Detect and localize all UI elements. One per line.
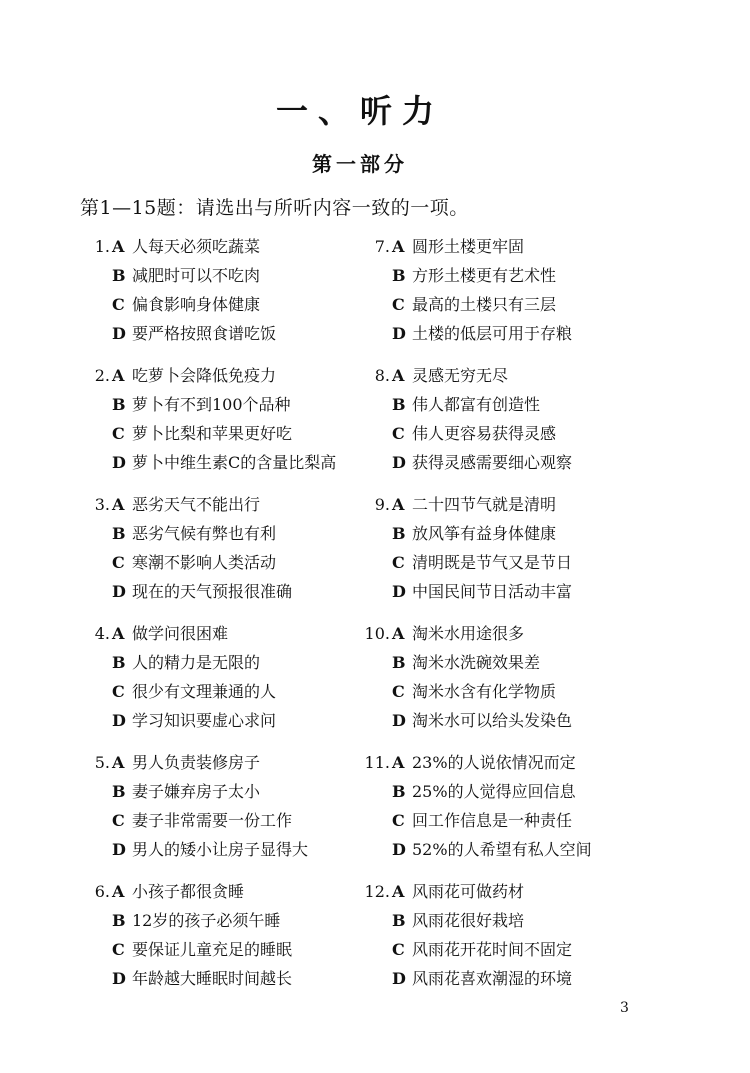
option-text: 25%的人觉得应回信息	[412, 782, 576, 801]
option-text: 圆形土楼更牢固	[412, 237, 525, 256]
question-number: 6.	[94, 882, 110, 901]
option-letter: B	[112, 653, 126, 672]
option-letter: C	[112, 295, 125, 314]
option-letter: C	[112, 553, 125, 572]
option-letter: A	[112, 753, 125, 772]
question-number: 1.	[94, 237, 110, 256]
option-text: 要保证儿童充足的睡眠	[132, 940, 293, 959]
option-text: 很少有文理兼通的人	[132, 682, 277, 701]
option-text: 23%的人说依情况而定	[412, 753, 576, 772]
option-letter: B	[392, 266, 406, 285]
option-text: 淘米水洗碗效果差	[412, 653, 541, 672]
option-letter: D	[392, 840, 406, 859]
option-letter: A	[392, 624, 405, 643]
option-text: 伟人更容易获得灵感	[412, 424, 557, 443]
part-title: 第一部分	[312, 152, 408, 176]
question-number: 10.	[364, 624, 390, 643]
option-letter: C	[392, 295, 405, 314]
option-text: 风雨花可做药材	[412, 882, 525, 901]
option-letter: A	[112, 624, 125, 643]
option-text: 淘米水含有化学物质	[412, 682, 557, 701]
question-number: 4.	[94, 624, 110, 643]
option-letter: D	[112, 324, 126, 343]
option-letter: B	[112, 911, 126, 930]
instruction-text: 第1—15题：请选出与所听内容一致的一项。	[80, 197, 469, 219]
option-letter: A	[392, 237, 405, 256]
option-letter: A	[392, 753, 405, 772]
option-letter: C	[392, 553, 405, 572]
option-letter: B	[112, 524, 126, 543]
option-letter: A	[112, 495, 125, 514]
option-letter: A	[112, 882, 125, 901]
question-number: 12.	[364, 882, 390, 901]
option-letter: C	[392, 811, 405, 830]
option-text: 伟人都富有创造性	[412, 395, 541, 414]
option-text: 获得灵感需要细心观察	[412, 453, 573, 472]
option-text: 最高的土楼只有三层	[412, 295, 557, 314]
option-letter: D	[112, 840, 126, 859]
option-letter: B	[392, 524, 406, 543]
option-text: 土楼的低层可用于存粮	[412, 324, 573, 343]
option-text: 回工作信息是一种责任	[412, 811, 573, 830]
option-text: 萝卜比梨和苹果更好吃	[132, 424, 293, 443]
question-number: 9.	[374, 495, 390, 514]
option-text: 风雨花开花时间不固定	[412, 940, 573, 959]
option-text: 寒潮不影响人类活动	[132, 553, 277, 572]
option-letter: D	[112, 453, 126, 472]
question-number: 7.	[374, 237, 390, 256]
option-text: 恶劣气候有弊也有利	[132, 524, 277, 543]
option-letter: A	[392, 882, 405, 901]
option-letter: B	[392, 782, 406, 801]
option-letter: D	[392, 453, 406, 472]
option-letter: C	[112, 682, 125, 701]
option-letter: C	[112, 424, 125, 443]
option-text: 吃萝卜会降低免疫力	[132, 366, 277, 385]
option-text: 风雨花喜欢潮湿的环境	[412, 969, 573, 988]
option-text: 淘米水可以给头发染色	[412, 711, 573, 730]
option-text: 12岁的孩子必须午睡	[132, 911, 281, 930]
option-text: 偏食影响身体健康	[132, 295, 261, 314]
option-text: 学习知识要虚心求问	[132, 711, 277, 730]
option-letter: B	[112, 395, 126, 414]
option-letter: A	[112, 366, 125, 385]
option-text: 52%的人希望有私人空间	[412, 840, 592, 859]
option-text: 风雨花很好栽培	[412, 911, 525, 930]
option-text: 二十四节气就是清明	[412, 495, 557, 514]
option-letter: B	[112, 266, 126, 285]
option-letter: B	[112, 782, 126, 801]
option-text: 清明既是节气又是节日	[412, 553, 573, 572]
question-number: 2.	[94, 366, 110, 385]
option-text: 妻子非常需要一份工作	[132, 811, 293, 830]
option-text: 男人的矮小让房子显得大	[132, 840, 309, 859]
option-text: 人每天必须吃蔬菜	[132, 237, 261, 256]
option-letter: C	[392, 682, 405, 701]
option-text: 人的精力是无限的	[132, 653, 261, 672]
option-letter: D	[392, 969, 406, 988]
question-number: 11.	[364, 753, 390, 772]
option-text: 要严格按照食谱吃饭	[132, 324, 277, 343]
option-letter: B	[392, 653, 406, 672]
option-text: 中国民间节日活动丰富	[412, 582, 573, 601]
option-letter: D	[112, 582, 126, 601]
option-letter: B	[392, 395, 406, 414]
option-letter: A	[112, 237, 125, 256]
option-text: 年龄越大睡眠时间越长	[132, 969, 293, 988]
option-letter: D	[392, 324, 406, 343]
option-text: 灵感无穷无尽	[412, 366, 509, 385]
option-text: 放风筝有益身体健康	[412, 524, 557, 543]
option-text: 方形土楼更有艺术性	[412, 266, 557, 285]
question-number: 5.	[94, 753, 110, 772]
section-title: 一、听力	[275, 92, 444, 130]
option-text: 萝卜有不到100个品种	[132, 395, 291, 414]
option-text: 小孩子都很贪睡	[132, 882, 245, 901]
option-letter: C	[392, 940, 405, 959]
option-text: 减肥时可以不吃肉	[132, 266, 261, 285]
option-letter: D	[112, 969, 126, 988]
option-letter: C	[112, 940, 125, 959]
option-text: 男人负责装修房子	[132, 753, 261, 772]
page-number: 3	[620, 1000, 629, 1016]
option-text: 现在的天气预报很准确	[132, 582, 293, 601]
option-letter: D	[392, 582, 406, 601]
option-text: 淘米水用途很多	[412, 624, 525, 643]
option-text: 恶劣天气不能出行	[132, 495, 261, 514]
option-letter: D	[112, 711, 126, 730]
option-letter: C	[112, 811, 125, 830]
option-text: 萝卜中维生素C的含量比梨高	[132, 453, 337, 472]
option-letter: B	[392, 911, 406, 930]
option-text: 做学问很困难	[132, 624, 229, 643]
option-letter: C	[392, 424, 405, 443]
option-letter: A	[392, 366, 405, 385]
option-letter: A	[392, 495, 405, 514]
question-number: 3.	[94, 495, 110, 514]
question-number: 8.	[374, 366, 390, 385]
option-text: 妻子嫌弃房子太小	[132, 782, 261, 801]
option-letter: D	[392, 711, 406, 730]
